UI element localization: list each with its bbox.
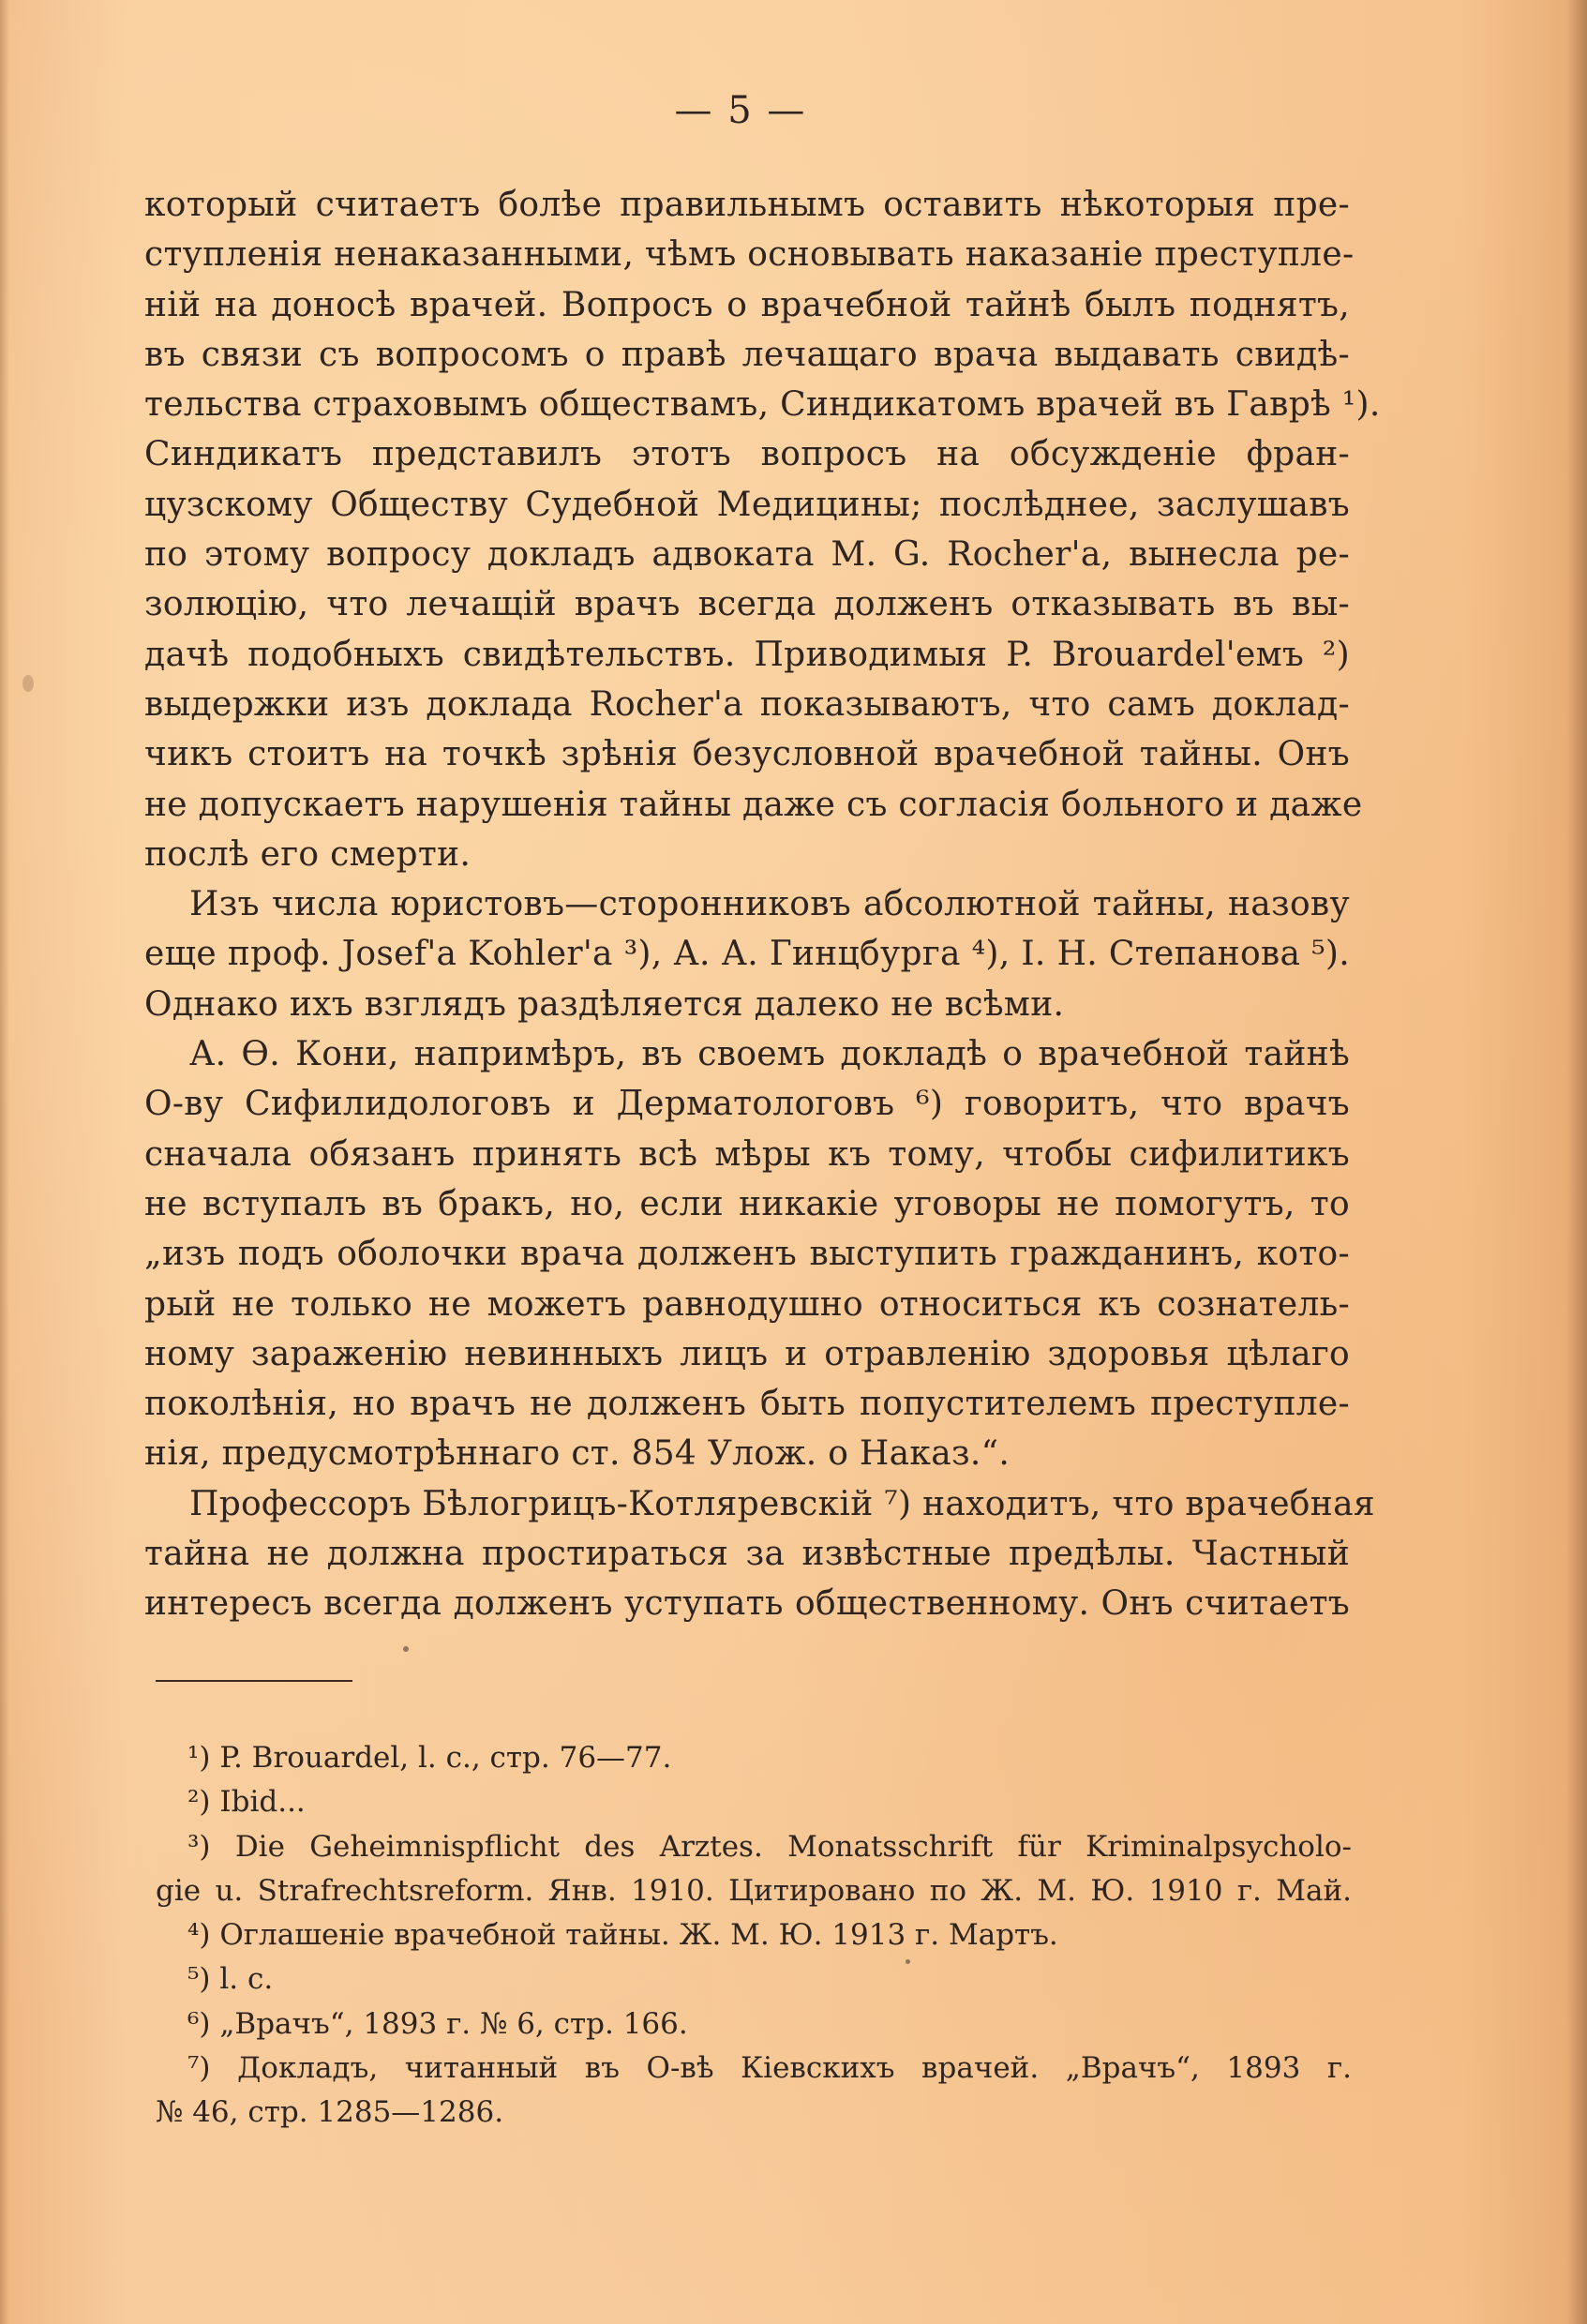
body-line: по этому вопросу докладъ адвоката M. G. Rocher'а, вынесла ре-: [144, 535, 1350, 575]
body-line: Профессоръ Бѣлогрицъ-Котляревскій ⁷) находитъ, что врачебная: [189, 1484, 1375, 1523]
page-edge-left: [0, 0, 9, 2324]
footnotes: [156, 1736, 1352, 2136]
page-number: — 5 —: [674, 89, 807, 132]
body-line: чикъ стоитъ на точкѣ зрѣнія безусловной врачебной тайны. Онъ: [144, 735, 1350, 774]
footnote-rule: [156, 1680, 352, 1682]
body-line: нія, предусмотрѣннаго ст. 854 Улож. о Наказ.“.: [144, 1434, 1011, 1474]
footnote-line: ⁵) l. c.: [187, 1962, 274, 1997]
body-line: Однако ихъ взглядъ раздѣляется далеко не всѣми.: [144, 984, 1065, 1024]
paper-speck: [906, 1959, 910, 1964]
body-line: дачѣ подобныхъ свидѣтельствъ. Приводимыя P. Brouardel'емъ ²): [144, 635, 1350, 674]
body-line: въ связи съ вопросомъ о правѣ лечащаго врача выдавать свидѣ-: [144, 335, 1350, 374]
footnote-line: ²) Ibid...: [187, 1785, 306, 1820]
body-line: тайна не должна простираться за извѣстные предѣлы. Частный: [144, 1535, 1350, 1574]
paper-speck: [403, 1646, 409, 1652]
body-line: ному зараженію невинныхъ лицъ и отравленію здоровья цѣлаго: [144, 1334, 1350, 1373]
body-line: послѣ его смерти.: [144, 834, 472, 874]
paper-speck: [22, 675, 34, 692]
body-line: О-ву Сифилидологовъ и Дерматологовъ ⁶) говоритъ, что врачъ: [144, 1085, 1350, 1124]
body-line: ній на доносѣ врачей. Вопросъ о врачебной тайнѣ былъ поднятъ,: [144, 285, 1350, 324]
footnote-line: gie u. Strafrechtsreform. Янв. 1910. Цитировано по Ж. М. Ю. 1910 г. Май.: [156, 1873, 1352, 1908]
body-line: А. Ѳ. Кони, напримѣръ, въ своемъ докладѣ о врачебной тайнѣ: [189, 1035, 1350, 1074]
body-line: „изъ подъ оболочки врача долженъ выступить гражданинъ, кото-: [144, 1235, 1350, 1274]
body-line: цузскому Обществу Судебной Медицины; послѣднее, заслушавъ: [144, 485, 1350, 524]
body-line: рый не только не можетъ равнодушно относиться къ сознатель-: [144, 1284, 1350, 1324]
footnote-line: ⁷) Докладъ, читанный въ О-вѣ Кіевскихъ врачей. „Врачъ“, 1893 г.: [187, 2051, 1352, 2086]
footnote-line: ⁶) „Врачъ“, 1893 г. № 6, стр. 166.: [187, 2006, 688, 2041]
footnote-line: ¹) P. Brouardel, l. c., стр. 76—77.: [187, 1741, 672, 1775]
body-line: который считаетъ болѣе правильнымъ оставить нѣкоторыя пре-: [144, 186, 1350, 224]
body-line: еще проф. Josef'а Kohler'а ³), А. А. Гинцбурга ⁴), І. Н. Степанова ⁵).: [144, 935, 1350, 974]
body-line: не допускаетъ нарушенія тайны даже съ согласія больного и даже: [144, 785, 1363, 824]
footnote-line: ⁴) Оглашеніе врачебной тайны. Ж. М. Ю. 1913 г. Мартъ.: [187, 1918, 1058, 1953]
body-line: не вступалъ въ бракъ, но, если никакіе уговоры не помогутъ, то: [144, 1184, 1350, 1223]
body-line: поколѣнія, но врачъ не долженъ быть попустителемъ преступле-: [144, 1385, 1350, 1424]
footnote-line: ³) Die Geheimnispflicht des Arztes. Monatsschrift für Kriminalpsycholo-: [187, 1829, 1352, 1864]
body-line: тельства страховымъ обществамъ, Синдикатомъ врачей въ Гаврѣ ¹).: [144, 385, 1381, 425]
body-line: Синдикатъ представилъ этотъ вопросъ на обсужденіе фран-: [144, 435, 1350, 474]
body-text: [144, 180, 1381, 1629]
body-line: выдержки изъ доклада Rocher'а показываютъ, что самъ доклад-: [144, 684, 1350, 724]
body-line: ступленія ненаказанными, чѣмъ основывать наказаніе преступле-: [144, 235, 1355, 275]
body-line: интересъ всегда долженъ уступать общественному. Онъ считаетъ: [144, 1584, 1350, 1624]
body-line: сначала обязанъ принять всѣ мѣры къ тому, чтобы сифилитикъ: [144, 1134, 1350, 1174]
page-edge-right: [1566, 0, 1587, 2324]
body-line: золюцію, что лечащій врачъ всегда долженъ отказывать въ вы-: [144, 585, 1350, 624]
body-line: Изъ числа юристовъ—сторонниковъ абсолютной тайны, назову: [189, 885, 1350, 924]
footnote-line: № 46, стр. 1285—1286.: [156, 2095, 504, 2130]
